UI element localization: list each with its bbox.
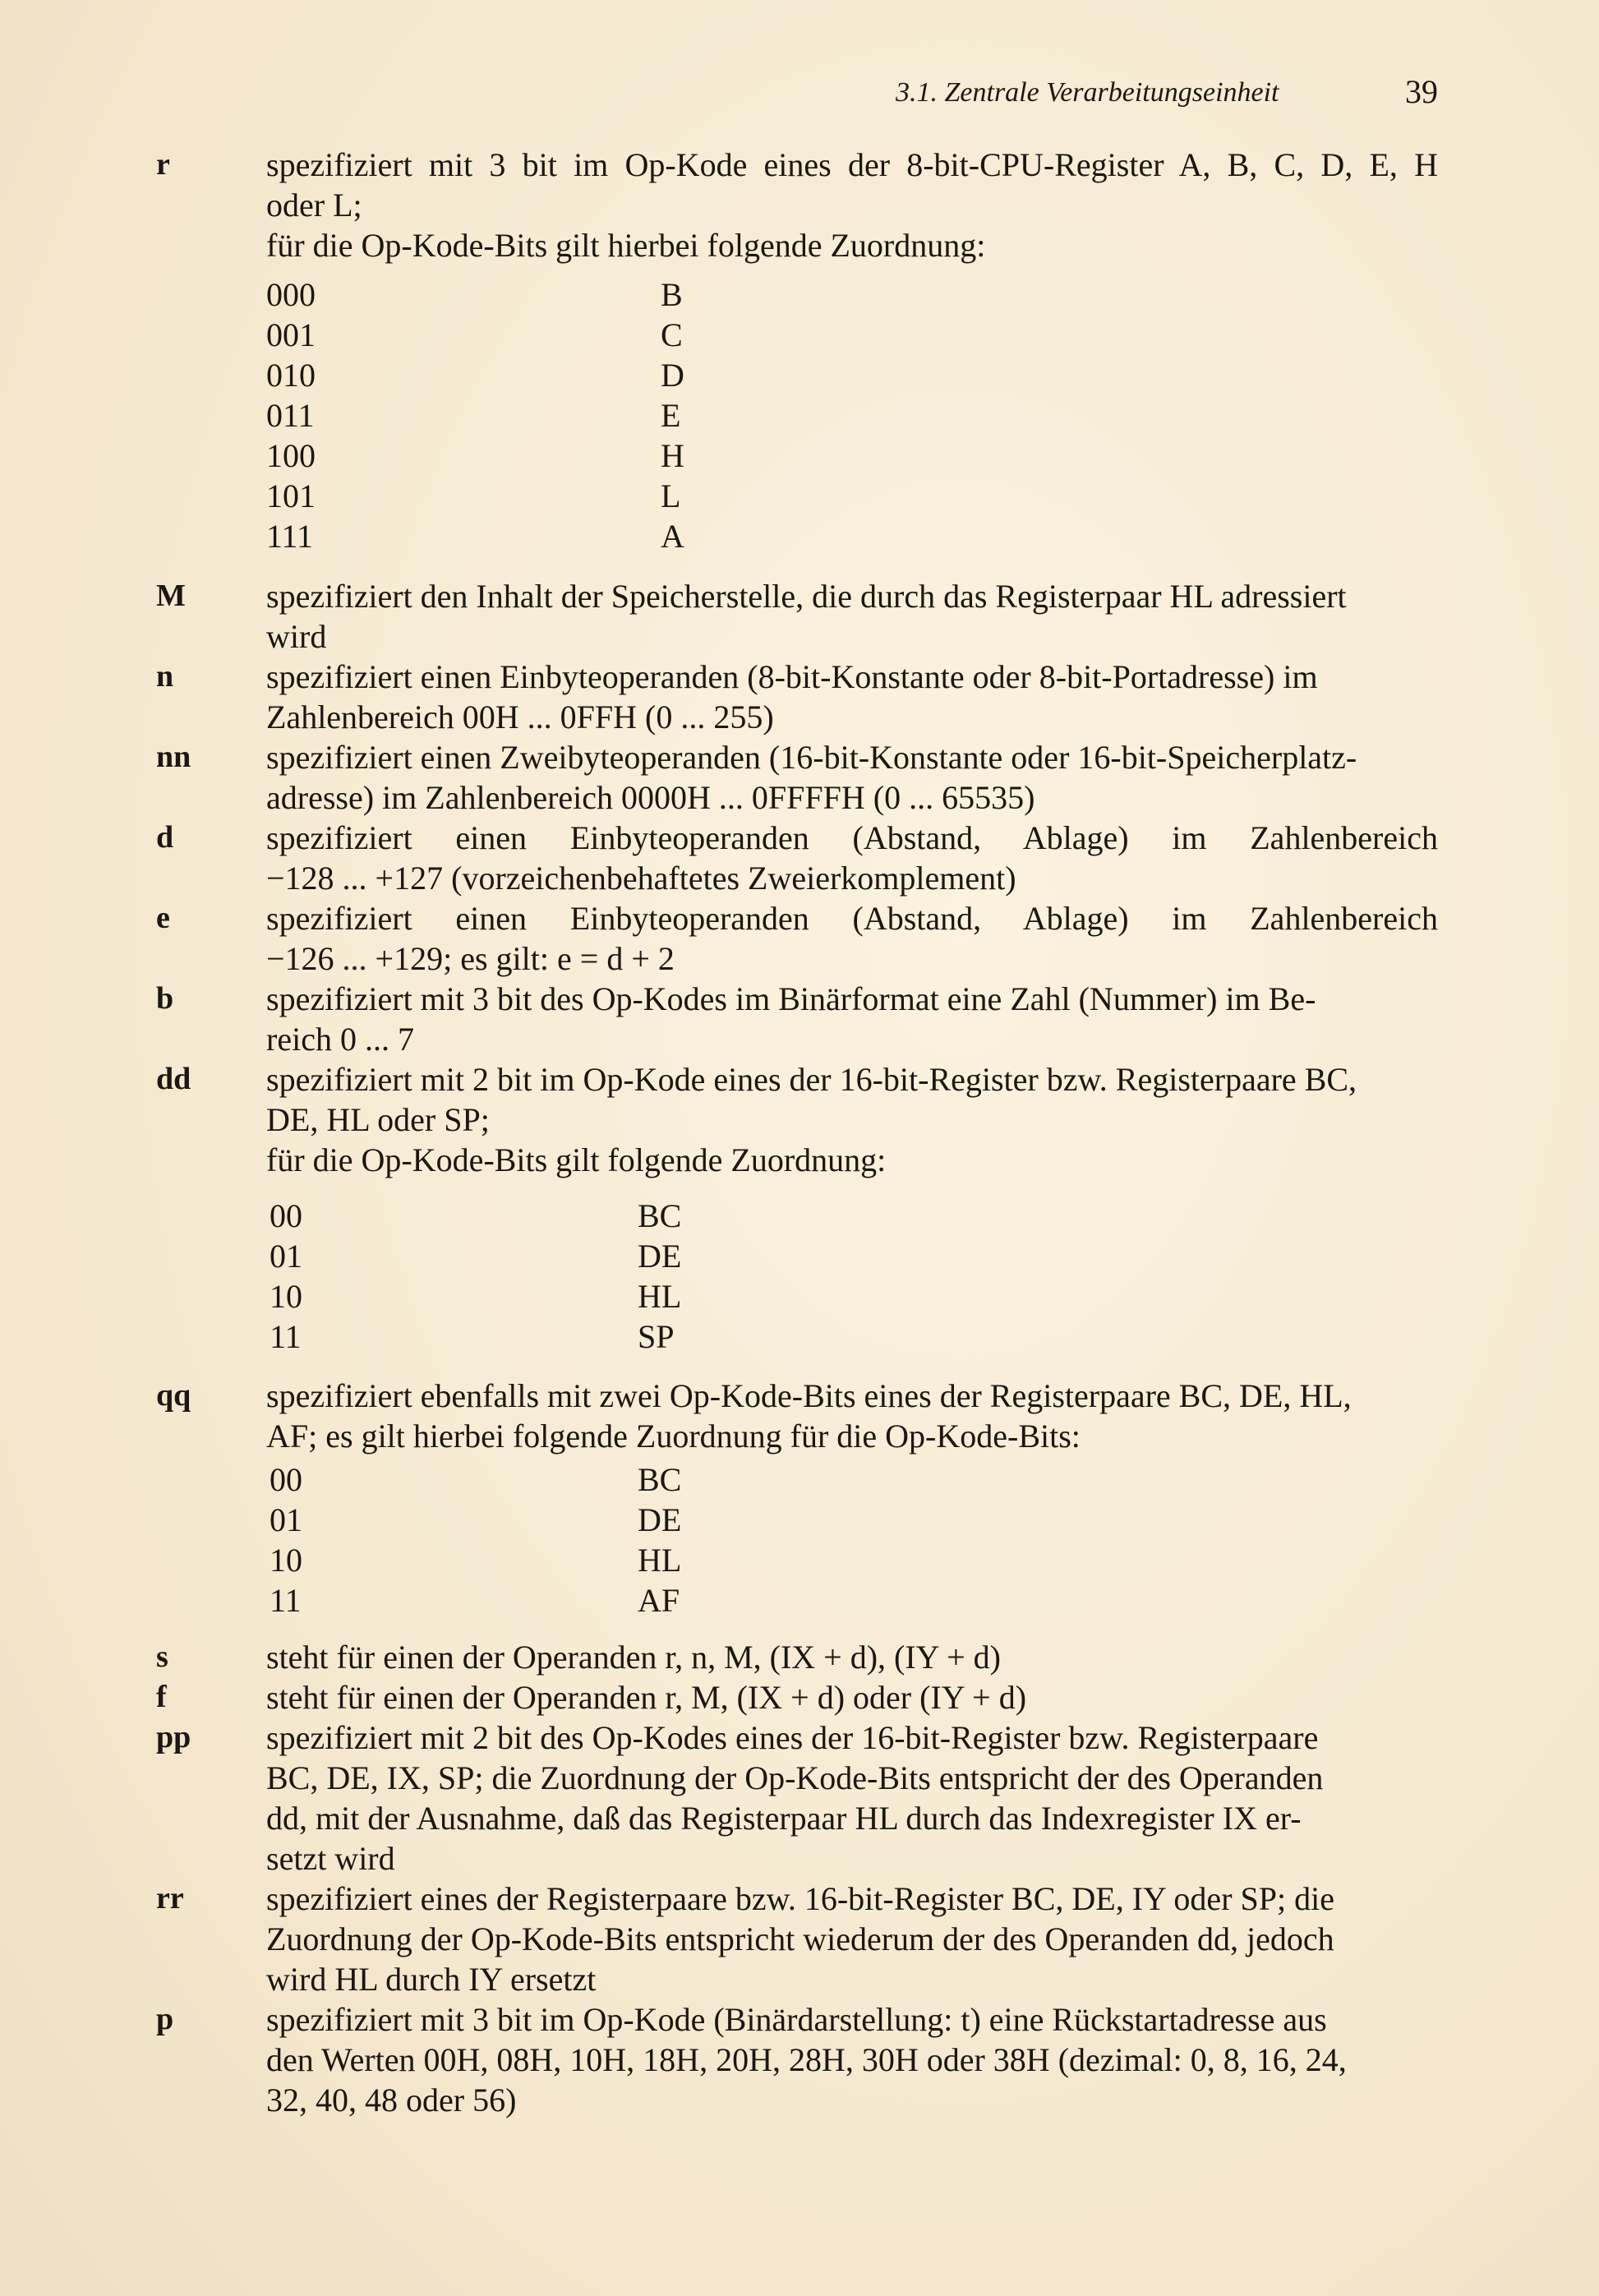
table-row (266, 274, 694, 315)
description (266, 1637, 1438, 1677)
text-line: wird (266, 618, 327, 655)
value-cell: AF (638, 1582, 680, 1619)
table-row (270, 1276, 697, 1316)
text-line: oder L; (266, 187, 362, 224)
text-line: spezifiziert eines der Registerpaare bzw. 16-bit-Register BC, DE, IY oder SP; die (266, 1880, 1334, 1917)
code-cell: 101 (266, 477, 316, 514)
symbol: n (156, 659, 174, 694)
text-line: dd, mit der Ausnahme, daß das Registerpaar HL durch das Indexregister IX er- (266, 1800, 1302, 1837)
text-line: setzt wird (266, 1840, 395, 1877)
text-line: −126 ... +129; es gilt: e = d + 2 (266, 940, 675, 977)
symbol: d (156, 820, 174, 855)
text-line: für die Op-Kode-Bits gilt folgende Zuordnung: (266, 1141, 887, 1178)
code-cell: 00 (270, 1197, 302, 1234)
description (266, 1879, 1438, 1999)
text-line: AF; es gilt hierbei folgende Zuordnung für die Op-Kode-Bits: (266, 1418, 1081, 1455)
description (266, 818, 1438, 898)
register-pair-table-qq (270, 1459, 697, 1621)
code-cell: 11 (270, 1582, 302, 1619)
register-code-table (266, 274, 694, 556)
code-cell: 011 (266, 397, 315, 434)
table-row (266, 516, 694, 556)
symbol: dd (156, 1062, 191, 1096)
table-row (270, 1500, 697, 1540)
description (266, 979, 1438, 1059)
code-cell: 111 (266, 518, 314, 555)
symbol: p (156, 2002, 174, 2036)
table-row (266, 315, 694, 355)
table-row (270, 1196, 697, 1236)
value-cell: H (661, 437, 684, 474)
text-line: BC, DE, IX, SP; die Zuordnung der Op-Kode-Bits entspricht der des Operanden (266, 1759, 1324, 1796)
value-cell: HL (638, 1278, 682, 1315)
table-row (266, 395, 694, 436)
text-line: adresse) im Zahlenbereich 0000H ... 0FFFFH (0 ... 65535) (266, 779, 1035, 816)
description (266, 1059, 1438, 1180)
value-cell: E (661, 397, 681, 434)
text-line: spezifiziert mit 2 bit des Op-Kodes eines der 16-bit-Register bzw. Registerpaare (266, 1719, 1319, 1756)
symbol: s (156, 1639, 168, 1674)
code-cell: 10 (270, 1542, 302, 1579)
table-row (270, 1580, 697, 1621)
value-cell: D (661, 357, 684, 394)
text-line: −128 ... +127 (vorzeichenbehaftetes Zweierkomplement) (266, 860, 1016, 897)
table-row (266, 436, 694, 476)
description (266, 1376, 1438, 1456)
table-row (266, 355, 694, 395)
table-row (266, 476, 694, 516)
section-title: 3.1. Zentrale Verarbeitungseinheit (896, 77, 1279, 108)
symbol: qq (156, 1378, 191, 1413)
text-line: für die Op-Kode-Bits gilt hierbei folgende Zuordnung: (266, 227, 986, 264)
text-line: spezifiziert einen Zweibyteoperanden (16-bit-Konstante oder 16-bit-Speicherplatz- (266, 739, 1357, 776)
value-cell: DE (638, 1501, 682, 1538)
value-cell: B (661, 276, 683, 313)
symbol: e (156, 901, 170, 935)
symbol: f (156, 1680, 167, 1714)
code-cell: 01 (270, 1238, 302, 1275)
symbol: M (156, 579, 186, 613)
running-header (896, 73, 1438, 110)
description (266, 737, 1438, 818)
text-line: steht für einen der Operanden r, M, (IX + d) oder (IY + d) (266, 1679, 1027, 1716)
symbol: b (156, 981, 174, 1016)
table-row (270, 1459, 697, 1500)
text-line: den Werten 00H, 08H, 10H, 18H, 20H, 28H, 30H oder 38H (dezimal: 0, 8, 16, 24, (266, 2041, 1347, 2078)
text-line: spezifiziert mit 3 bit des Op-Kodes im Binärformat eine Zahl (Nummer) im Be- (266, 980, 1316, 1017)
text-line: spezifiziert einen Einbyteoperanden (8-bit-Konstante oder 8-bit-Portadresse) im (266, 658, 1318, 695)
symbol: rr (156, 1881, 184, 1916)
text-line: spezifiziert ebenfalls mit zwei Op-Kode-Bits eines der Registerpaare BC, DE, HL, (266, 1377, 1352, 1414)
code-cell: 001 (266, 316, 316, 353)
code-cell: 01 (270, 1501, 302, 1538)
code-cell: 00 (270, 1461, 302, 1498)
description (266, 145, 1438, 265)
description (266, 1717, 1438, 1879)
text-line: spezifiziert einen Einbyteoperanden (Abstand, Ablage) im Zahlenbereich (266, 819, 1438, 856)
value-cell: SP (638, 1318, 675, 1355)
code-cell: 010 (266, 357, 316, 394)
value-cell: HL (638, 1542, 682, 1579)
text-line: Zuordnung der Op-Kode-Bits entspricht wiederum der des Operanden dd, jedoch (266, 1920, 1334, 1957)
code-cell: 11 (270, 1318, 302, 1355)
symbol: r (156, 147, 170, 182)
description (266, 1677, 1438, 1717)
table-row (270, 1540, 697, 1580)
description (266, 898, 1438, 979)
text-line: spezifiziert den Inhalt der Speicherstelle, die durch das Registerpaar HL adressiert (266, 578, 1347, 615)
value-cell: C (661, 316, 683, 353)
text-line: spezifiziert mit 3 bit im Op-Kode (Binärdarstellung: t) eine Rückstartadresse aus (266, 2001, 1327, 2038)
text-line: DE, HL oder SP; (266, 1101, 490, 1138)
text-line: 32, 40, 48 oder 56) (266, 2082, 517, 2118)
table-row (270, 1236, 697, 1276)
text-line: spezifiziert mit 2 bit im Op-Kode eines der 16-bit-Register bzw. Registerpaare BC, (266, 1061, 1357, 1098)
description (266, 1999, 1438, 2120)
code-cell: 100 (266, 437, 316, 474)
value-cell: BC (638, 1197, 682, 1234)
description (266, 657, 1438, 737)
value-cell: A (661, 518, 684, 555)
text-line: spezifiziert mit 3 bit im Op-Kode eines der 8-bit-CPU-Register A, B, C, D, E, H (266, 146, 1438, 183)
value-cell: DE (638, 1238, 682, 1275)
symbol: nn (156, 740, 191, 774)
text-line: reich 0 ... 7 (266, 1021, 414, 1058)
register-pair-table-dd (270, 1196, 697, 1357)
text-line: spezifiziert einen Einbyteoperanden (Abstand, Ablage) im Zahlenbereich (266, 900, 1438, 937)
text-line: steht für einen der Operanden r, n, M, (IX + d), (IY + d) (266, 1639, 1001, 1676)
value-cell: BC (638, 1461, 682, 1498)
symbol: pp (156, 1720, 191, 1754)
text-line: wird HL durch IY ersetzt (266, 1961, 597, 1998)
text-line: Zahlenbereich 00H ... 0FFH (0 ... 255) (266, 698, 774, 735)
value-cell: L (661, 477, 681, 514)
code-cell: 000 (266, 276, 316, 313)
table-row (270, 1316, 697, 1357)
page-number: 39 (1405, 73, 1438, 110)
code-cell: 10 (270, 1278, 302, 1315)
description (266, 576, 1438, 657)
